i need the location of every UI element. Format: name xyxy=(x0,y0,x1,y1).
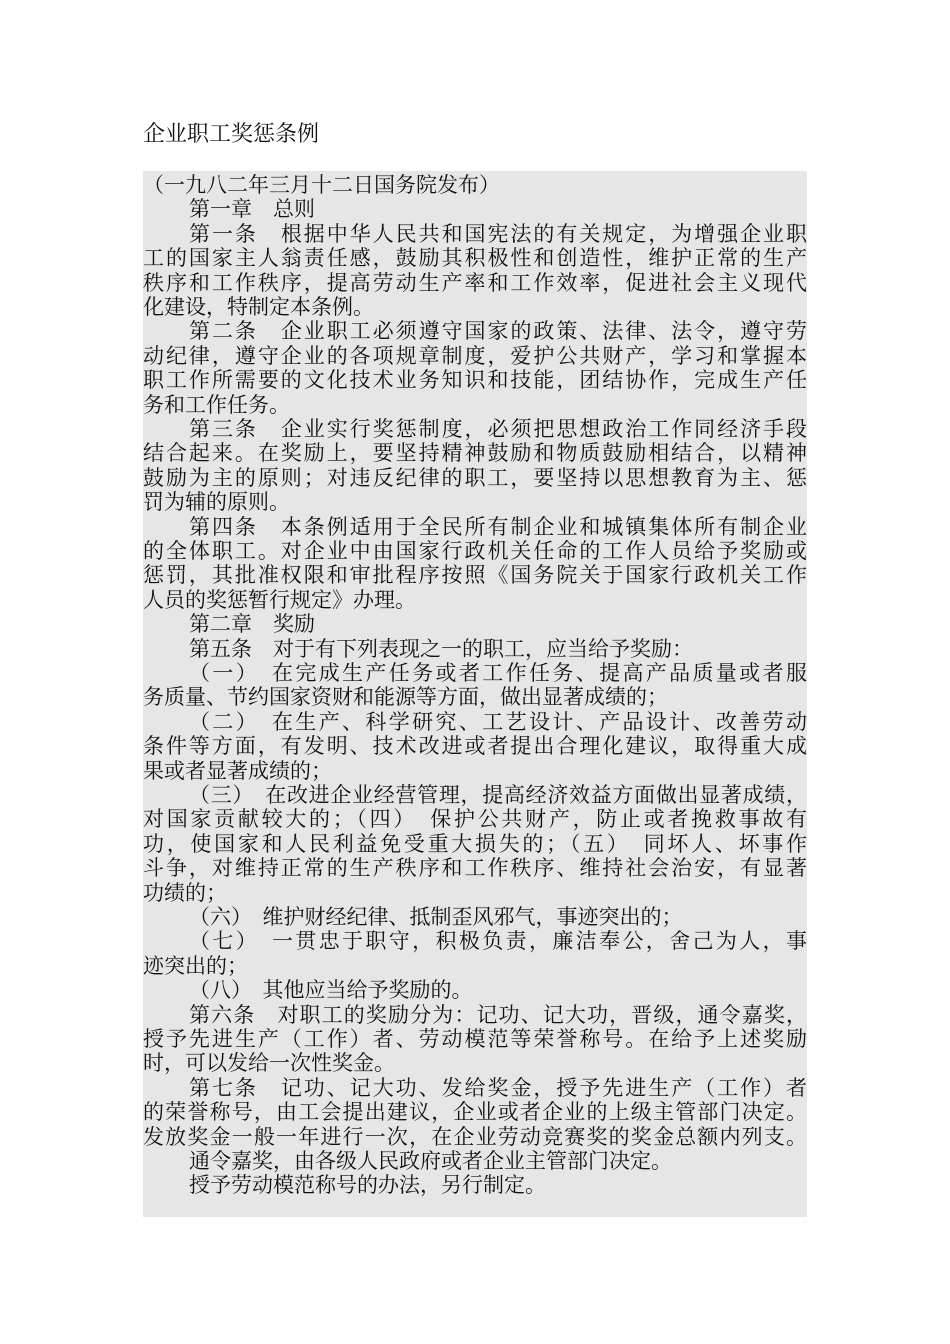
document-line: 的全体职工。对企业中由国家行政机关任命的工作人员给予奖励或 xyxy=(143,539,807,563)
document-line: （二） 在生产、科学研究、工艺设计、产品设计、改善劳动 xyxy=(189,709,807,734)
document-line: 通令嘉奖，由各级人民政府或者企业主管部门决定。 xyxy=(189,1149,672,1173)
document-line: 第二章 奖励 xyxy=(189,612,315,637)
document-line: 斗争，对维持正常的生产秩序和工作秩序、维持社会治安，有显著 xyxy=(143,856,807,881)
document-line: （三） 在改进企业经营管理，提高经济效益方面做出显著成绩， xyxy=(189,783,807,807)
document-line: 第二条 企业职工必须遵守国家的政策、法律、法令，遵守劳 xyxy=(189,319,807,344)
document-line: （七） 一贯忠于职守，积极负责，廉洁奉公，舍己为人，事 xyxy=(189,929,807,954)
document-line: （八） 其他应当给予奖励的。 xyxy=(189,978,473,1003)
document-line: （一九八二年三月十二日国务院发布） xyxy=(143,173,500,197)
document-line: 授予劳动模范称号的办法，另行制定。 xyxy=(189,1173,546,1198)
document-line: 务和工作任务。 xyxy=(143,392,290,417)
document-line: 发放奖金一般一年进行一次，在企业劳动竞赛奖的奖金总额内列支。 xyxy=(143,1124,807,1149)
document-line: 第一条 根据中华人民共和国宪法的有关规定，为增强企业职 xyxy=(189,221,807,246)
document-line: 鼓励为主的原则；对违反纪律的职工，要坚持以思想教育为主、惩 xyxy=(143,465,807,490)
document-line: 人员的奖惩暂行规定》办理。 xyxy=(143,587,416,612)
document-line: 时，可以发给一次性奖金。 xyxy=(143,1051,395,1076)
document-line: 功，使国家和人民利益免受重大损失的；（五） 同坏人、坏事作 xyxy=(143,831,807,856)
document-line: 第六条 对职工的奖励分为：记功、记大功，晋级，通令嘉奖， xyxy=(189,1002,807,1027)
document-line: 结合起来。在奖励上，要坚持精神鼓励和物质鼓励相结合，以精神 xyxy=(143,441,807,466)
document-line: 秩序和工作秩序，提高劳动生产率和工作效率，促进社会主义现代 xyxy=(143,270,807,295)
document-line: 第五条 对于有下列表现之一的职工，应当给予奖励： xyxy=(189,636,693,661)
document-line: 职工作所需要的文化技术业务知识和技能，团结协作，完成生产任 xyxy=(143,368,807,393)
document-line: （六） 维护财经纪律、抵制歪风邪气，事迹突出的； xyxy=(189,905,683,929)
document-line: 务质量、节约国家资财和能源等方面，做出显著成绩的； xyxy=(143,685,668,710)
document-line: 第一章 总则 xyxy=(189,197,315,222)
document-body xyxy=(143,171,807,1217)
document-line: 第三条 企业实行奖惩制度，必须把思想政治工作同经济手段 xyxy=(189,417,807,441)
document-line: 第七条 记功、记大功、发给奖金，授予先进生产（工作）者 xyxy=(189,1075,807,1100)
document-title: 企业职工奖惩条例 xyxy=(143,122,320,147)
document-line: 授予先进生产（工作）者、劳动模范等荣誉称号。在给予上述奖励 xyxy=(143,1027,807,1051)
document-line: （一） 在完成生产任务或者工作任务、提高产品质量或者服 xyxy=(189,661,807,685)
document-line: 罚为辅的原则。 xyxy=(143,490,290,515)
document-line: 动纪律，遵守企业的各项规章制度，爱护公共财产，学习和掌握本 xyxy=(143,343,807,368)
document-line: 化建设，特制定本条例。 xyxy=(143,295,374,319)
document-line: 的荣誉称号，由工会提出建议，企业或者企业的上级主管部门决定。 xyxy=(143,1100,807,1125)
document-line: 果或者显著成绩的； xyxy=(143,758,332,783)
document-line: 第四条 本条例适用于全民所有制企业和城镇集体所有制企业 xyxy=(189,514,807,539)
document-line: 工的国家主人翁责任感，鼓励其积极性和创造性，维护正常的生产 xyxy=(143,246,807,271)
document-line: 功绩的； xyxy=(143,880,227,905)
document-line: 对国家贡献较大的；（四） 保护公共财产，防止或者挽救事故有 xyxy=(143,807,807,832)
document-line: 惩罚，其批准权限和审批程序按照《国务院关于国家行政机关工作 xyxy=(143,563,807,588)
document-line: 迹突出的； xyxy=(143,953,248,978)
document-line: 条件等方面，有发明、技术改进或者提出合理化建议，取得重大成 xyxy=(143,734,807,759)
